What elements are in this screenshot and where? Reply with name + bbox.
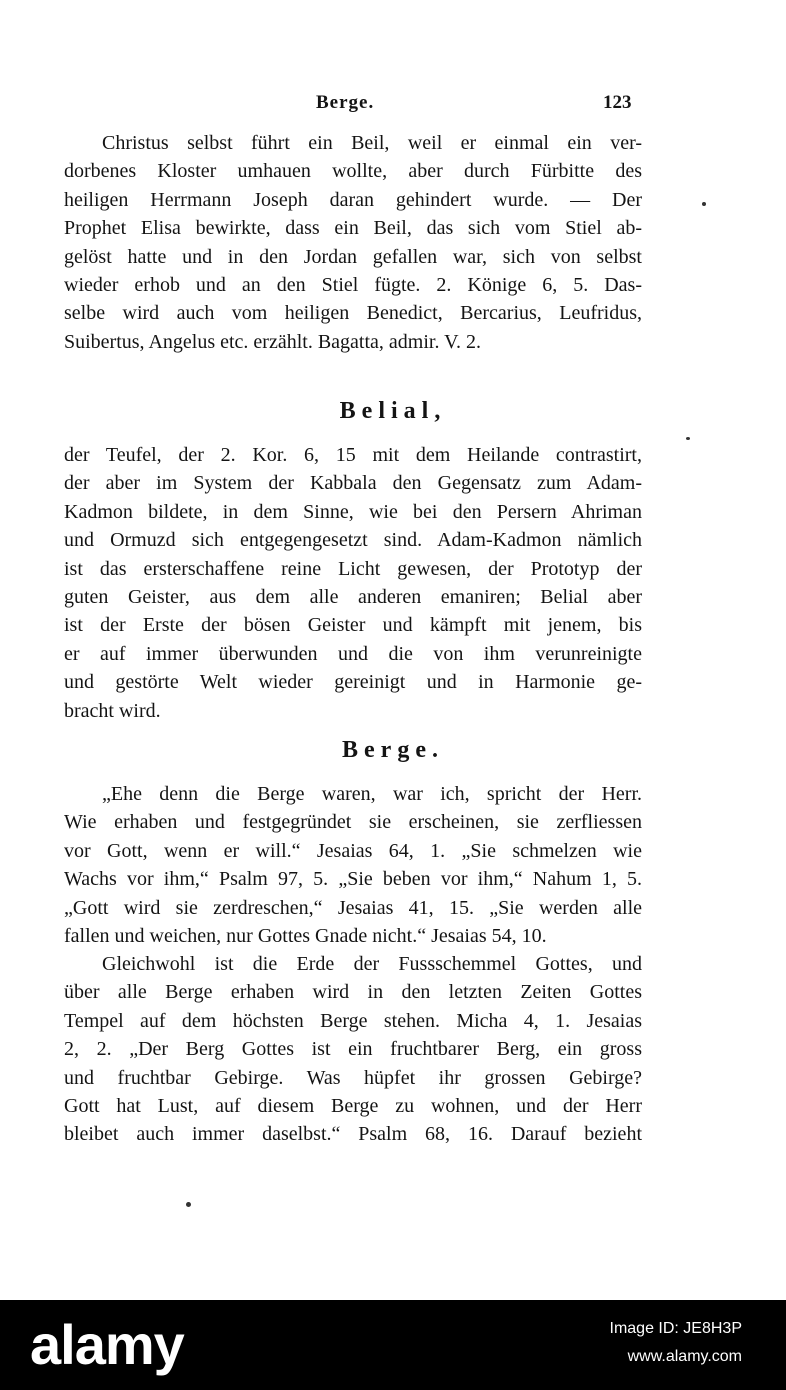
text-line: selbe wird auch vom heiligen Benedict, Bercarius, Leufridus, xyxy=(64,302,642,325)
running-title: Berge. xyxy=(316,92,375,113)
heading-berge: Berge. xyxy=(342,737,444,763)
text-line: guten Geister, aus dem alle anderen emaniren; Belial aber xyxy=(64,586,642,609)
text-line: Kadmon bildete, in dem Sinne, wie bei den Persern Ahriman xyxy=(64,500,642,523)
text-line: ist das ersterschaffene reine Licht gewesen, der Prototyp der xyxy=(64,557,642,580)
heading-belial: Belial, xyxy=(339,398,447,424)
text-line: und fruchtbar Gebirge. Was hüpfet ihr grossen Gebirge? xyxy=(64,1066,642,1089)
alamy-logo: alamy xyxy=(30,1313,184,1376)
text-line: Wie erhaben und festgegründet sie erscheinen, sie zerfliessen xyxy=(64,811,642,834)
paragraph-beil xyxy=(64,129,642,356)
text-line: gelöst hatte und in den Jordan gefallen war, sich von selbst xyxy=(64,245,642,268)
page-header xyxy=(0,92,786,122)
text-line: Gott hat Lust, auf diesem Berge zu wohnen, und der Herr xyxy=(64,1095,642,1118)
speck-mark xyxy=(702,202,706,206)
text-line: Wachs vor ihm,“ Psalm 97, 5. „Sie beben vor ihm,“ Nahum 1, 5. xyxy=(64,868,642,891)
text-line: bracht wird. xyxy=(64,699,161,722)
text-line: Christus selbst führt ein Beil, weil er einmal ein ver- xyxy=(102,132,642,154)
paragraph-belial xyxy=(64,441,642,725)
text-line: der aber im System der Kabbala den Gegensatz zum Adam- xyxy=(64,472,642,495)
text-line: der Teufel, der 2. Kor. 6, 15 mit dem Heilande contrastirt, xyxy=(64,444,642,466)
text-line: bleibet auch immer daselbst.“ Psalm 68, 16. Darauf bezieht xyxy=(64,1123,642,1146)
text-line: heiligen Herrmann Joseph daran gehindert wurde. — Der xyxy=(64,188,642,211)
text-line: Gleichwohl ist die Erde der Fussschemmel Gottes, und xyxy=(102,953,642,975)
speck-mark xyxy=(186,1202,191,1207)
text-line: über alle Berge erhaben wird in den letzten Zeiten Gottes xyxy=(64,981,642,1004)
site-url: www.alamy.com xyxy=(627,1348,742,1365)
speck-mark xyxy=(686,437,690,440)
paragraph-berge-2 xyxy=(64,950,642,1149)
text-line: wieder erhob und an den Stiel fügte. 2. Könige 6, 5. Das- xyxy=(64,274,642,297)
text-line: Prophet Elisa bewirkte, dass ein Beil, das sich vom Stiel ab- xyxy=(64,217,642,240)
image-id: Image ID: JE8H3P xyxy=(609,1320,742,1337)
text-line: und Ormuzd sich entgegengesetzt sind. Adam-Kadmon nämlich xyxy=(64,529,642,552)
text-line: Suibertus, Angelus etc. erzählt. Bagatta, admir. V. 2. xyxy=(64,330,481,353)
text-line: 2, 2. „Der Berg Gottes ist ein fruchtbarer Berg, ein gross xyxy=(64,1038,642,1061)
text-line: fallen und weichen, nur Gottes Gnade nicht.“ Jesaias 54, 10. xyxy=(64,925,547,948)
page-number: 123 xyxy=(603,92,632,113)
text-line: dorbenes Kloster umhauen wollte, aber durch Fürbitte des xyxy=(64,160,642,183)
text-line: ist der Erste der bösen Geister und kämpft mit jenem, bis xyxy=(64,614,642,637)
paragraph-berge-1 xyxy=(64,780,642,950)
watermark-footer xyxy=(0,1300,786,1390)
text-line: Tempel auf dem höchsten Berge stehen. Micha 4, 1. Jesaias xyxy=(64,1009,642,1032)
text-line: vor Gott, wenn er will.“ Jesaias 64, 1. „Sie schmelzen wie xyxy=(64,839,642,862)
text-line: „Gott wird sie zerdreschen,“ Jesaias 41, 15. „Sie werden alle xyxy=(64,896,642,919)
text-line: „Ehe denn die Berge waren, war ich, spricht der Herr. xyxy=(102,783,642,805)
text-line: er auf immer überwunden und die von ihm verunreinigte xyxy=(64,642,642,665)
text-line: und gestörte Welt wieder gereinigt und in Harmonie ge- xyxy=(64,671,642,694)
